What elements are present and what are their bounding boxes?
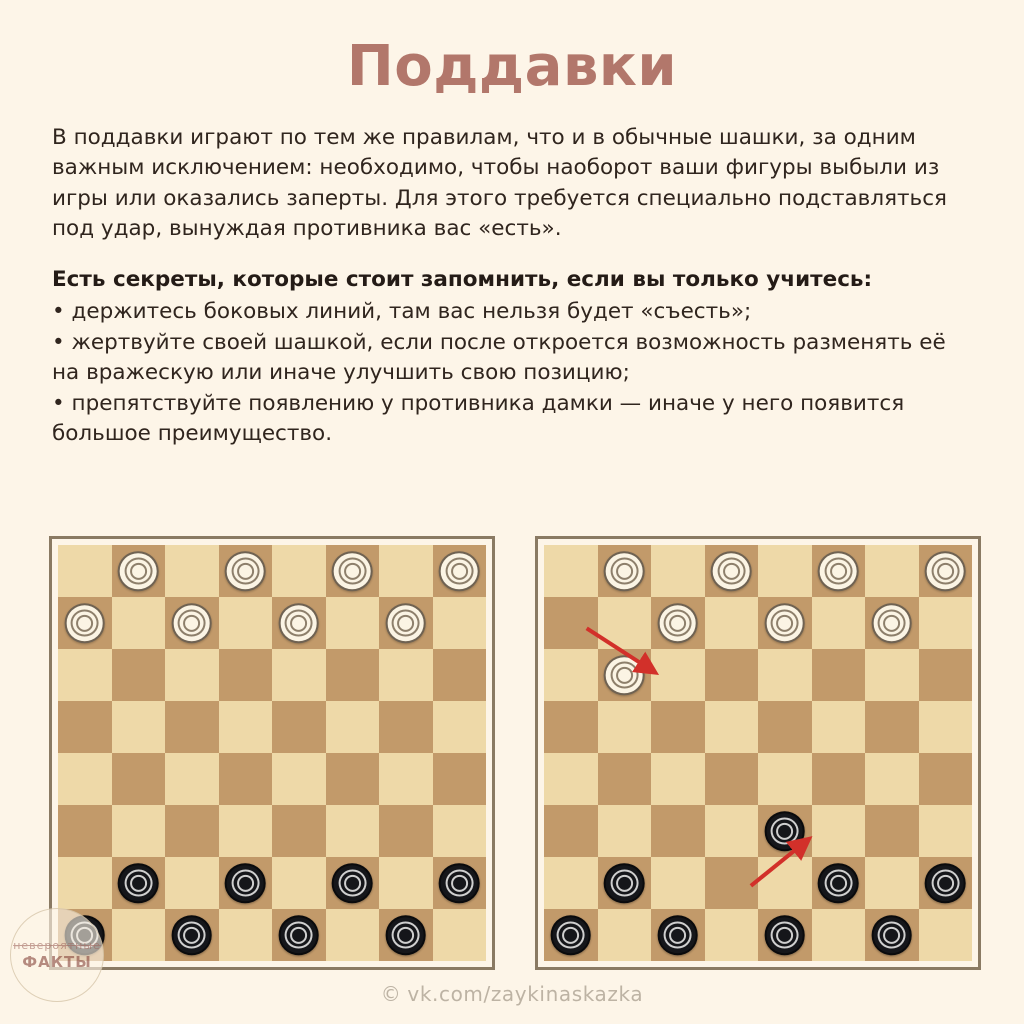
- checkers-board-left: [49, 536, 495, 970]
- black-checker-piece[interactable]: [604, 863, 645, 903]
- board-square[interactable]: [865, 753, 919, 805]
- board-square[interactable]: [326, 597, 380, 649]
- black-checker-piece[interactable]: [871, 915, 912, 955]
- board-square[interactable]: [433, 545, 487, 597]
- board-square[interactable]: [705, 649, 759, 701]
- board-square[interactable]: [58, 545, 112, 597]
- page-title: Поддавки: [346, 34, 678, 99]
- black-checker-piece[interactable]: [764, 811, 805, 851]
- board-square[interactable]: [379, 805, 433, 857]
- board-square[interactable]: [812, 597, 866, 649]
- board-square[interactable]: [433, 857, 487, 909]
- board-square[interactable]: [58, 857, 112, 909]
- board-square[interactable]: [58, 753, 112, 805]
- board-square[interactable]: [326, 753, 380, 805]
- board-square[interactable]: [112, 857, 166, 909]
- board-square[interactable]: [165, 857, 219, 909]
- board-square[interactable]: [544, 857, 598, 909]
- board-square[interactable]: [651, 909, 705, 961]
- board-square[interactable]: [433, 597, 487, 649]
- board-square[interactable]: [544, 649, 598, 701]
- board-square[interactable]: [812, 909, 866, 961]
- board-square[interactable]: [112, 701, 166, 753]
- board-square[interactable]: [919, 909, 973, 961]
- footer-source: [0, 982, 1024, 1006]
- board-square[interactable]: [865, 649, 919, 701]
- board-square[interactable]: [379, 649, 433, 701]
- board-square[interactable]: [758, 597, 812, 649]
- board-square[interactable]: [433, 909, 487, 961]
- board-square[interactable]: [326, 649, 380, 701]
- board-square[interactable]: [112, 545, 166, 597]
- board-square[interactable]: [705, 545, 759, 597]
- board-square[interactable]: [919, 649, 973, 701]
- board-square[interactable]: [919, 857, 973, 909]
- board-square[interactable]: [272, 909, 326, 961]
- board-square[interactable]: [919, 805, 973, 857]
- white-checker-piece[interactable]: [925, 551, 966, 591]
- board-square[interactable]: [919, 597, 973, 649]
- white-checker-piece[interactable]: [171, 603, 212, 643]
- source-url: vk.com/zaykinaskazka: [407, 982, 644, 1006]
- white-checker-piece[interactable]: [657, 603, 698, 643]
- board-square[interactable]: [433, 753, 487, 805]
- board-square[interactable]: [165, 545, 219, 597]
- white-checker-piece[interactable]: [604, 551, 645, 591]
- white-checker-piece[interactable]: [764, 603, 805, 643]
- board-square[interactable]: [219, 805, 273, 857]
- black-checker-piece[interactable]: [764, 915, 805, 955]
- board-square[interactable]: [919, 545, 973, 597]
- board-square[interactable]: [865, 857, 919, 909]
- board-square[interactable]: [219, 545, 273, 597]
- board-square[interactable]: [598, 597, 652, 649]
- board-square[interactable]: [272, 597, 326, 649]
- board-square[interactable]: [544, 597, 598, 649]
- list-item: • держитесь боковых линий, там вас нельзя будет «съесть»;: [52, 299, 752, 325]
- board-square[interactable]: [758, 909, 812, 961]
- board-square[interactable]: [326, 857, 380, 909]
- board-square[interactable]: [758, 805, 812, 857]
- black-checker-piece[interactable]: [118, 863, 159, 903]
- board-square[interactable]: [326, 805, 380, 857]
- board-square[interactable]: [219, 909, 273, 961]
- board-square[interactable]: [705, 805, 759, 857]
- watermark-line1: невероятные: [13, 938, 101, 952]
- board-square[interactable]: [165, 701, 219, 753]
- board-square[interactable]: [598, 649, 652, 701]
- black-checker-piece[interactable]: [818, 863, 859, 903]
- board-square[interactable]: [598, 857, 652, 909]
- board-square[interactable]: [112, 753, 166, 805]
- board-square[interactable]: [272, 805, 326, 857]
- board-square[interactable]: [219, 597, 273, 649]
- checkers-board-right: [535, 536, 981, 970]
- white-checker-piece[interactable]: [439, 551, 480, 591]
- black-checker-piece[interactable]: [385, 915, 426, 955]
- board-square[interactable]: [651, 857, 705, 909]
- board-square[interactable]: [272, 649, 326, 701]
- board-square[interactable]: [705, 701, 759, 753]
- board-square[interactable]: [651, 701, 705, 753]
- list-item: • препятствуйте появлению у противника дамки — иначе у него появится большое преимущество.: [52, 390, 905, 447]
- board-square[interactable]: [544, 545, 598, 597]
- board-square[interactable]: [165, 597, 219, 649]
- white-checker-piece[interactable]: [332, 551, 373, 591]
- board-square[interactable]: [112, 649, 166, 701]
- board-square[interactable]: [651, 649, 705, 701]
- board-square[interactable]: [598, 753, 652, 805]
- board-square[interactable]: [58, 597, 112, 649]
- boards-area: [0, 530, 1024, 970]
- board-square[interactable]: [379, 545, 433, 597]
- board-square[interactable]: [705, 597, 759, 649]
- board-square[interactable]: [705, 857, 759, 909]
- board-square[interactable]: [598, 701, 652, 753]
- board-square[interactable]: [58, 805, 112, 857]
- board-square[interactable]: [812, 701, 866, 753]
- board-square[interactable]: [812, 857, 866, 909]
- board-square[interactable]: [112, 909, 166, 961]
- board-square[interactable]: [919, 753, 973, 805]
- board-square[interactable]: [58, 701, 112, 753]
- board-square[interactable]: [812, 649, 866, 701]
- white-checker-piece[interactable]: [818, 551, 859, 591]
- board-square[interactable]: [165, 753, 219, 805]
- list-item: • жертвуйте своей шашкой, если после откроется возможность разменять её на вражескую или иначе улучшить свою позицию;: [52, 329, 946, 386]
- board-square[interactable]: [865, 909, 919, 961]
- board-square[interactable]: [758, 857, 812, 909]
- black-checker-piece[interactable]: [332, 863, 373, 903]
- board-square[interactable]: [433, 805, 487, 857]
- board-square[interactable]: [379, 857, 433, 909]
- black-checker-piece[interactable]: [657, 915, 698, 955]
- board-square[interactable]: [219, 753, 273, 805]
- board-square[interactable]: [379, 753, 433, 805]
- black-checker-piece[interactable]: [225, 863, 266, 903]
- white-checker-piece[interactable]: [711, 551, 752, 591]
- white-checker-piece[interactable]: [278, 603, 319, 643]
- board-square[interactable]: [272, 701, 326, 753]
- board-square[interactable]: [165, 649, 219, 701]
- board-square[interactable]: [919, 701, 973, 753]
- board-square[interactable]: [651, 753, 705, 805]
- black-checker-piece[interactable]: [550, 915, 591, 955]
- board-square[interactable]: [544, 805, 598, 857]
- white-checker-piece[interactable]: [385, 603, 426, 643]
- copyright-symbol: ©: [380, 982, 402, 1006]
- board-square[interactable]: [272, 545, 326, 597]
- board-square[interactable]: [544, 753, 598, 805]
- tips-subheading: Есть секреты, которые стоит запомнить, если вы только учитесь:: [52, 266, 873, 292]
- board-square[interactable]: [651, 805, 705, 857]
- board-square[interactable]: [219, 649, 273, 701]
- board-square[interactable]: [705, 753, 759, 805]
- board-square[interactable]: [651, 545, 705, 597]
- board-square[interactable]: [219, 857, 273, 909]
- board-grid-left: [58, 545, 486, 961]
- board-square[interactable]: [865, 545, 919, 597]
- black-checker-piece[interactable]: [925, 863, 966, 903]
- board-square[interactable]: [272, 857, 326, 909]
- board-square[interactable]: [379, 597, 433, 649]
- board-square[interactable]: [758, 753, 812, 805]
- black-checker-piece[interactable]: [439, 863, 480, 903]
- intro-paragraph: В поддавки играют по тем же правилам, что и в обычные шашки, за одним важным исключением: необходимо, чтобы наоборот ваши фигуры выбыли из игры или оказались заперты. Для этого требуется специально подставляться под удар, вынуждая противника вас «есть».: [52, 124, 947, 242]
- white-checker-piece[interactable]: [118, 551, 159, 591]
- black-checker-piece[interactable]: [278, 915, 319, 955]
- board-square[interactable]: [326, 545, 380, 597]
- board-square[interactable]: [812, 805, 866, 857]
- board-square[interactable]: [112, 597, 166, 649]
- board-square[interactable]: [812, 545, 866, 597]
- board-grid-right: [544, 545, 972, 961]
- article-text: [52, 123, 972, 450]
- board-square[interactable]: [379, 701, 433, 753]
- board-square[interactable]: [326, 909, 380, 961]
- black-checker-piece[interactable]: [171, 915, 212, 955]
- board-square[interactable]: [433, 701, 487, 753]
- board-square[interactable]: [58, 649, 112, 701]
- board-square[interactable]: [758, 701, 812, 753]
- board-square[interactable]: [544, 701, 598, 753]
- board-square[interactable]: [433, 649, 487, 701]
- board-square[interactable]: [165, 909, 219, 961]
- board-square[interactable]: [379, 909, 433, 961]
- board-square[interactable]: [598, 545, 652, 597]
- board-square[interactable]: [865, 701, 919, 753]
- board-square[interactable]: [812, 753, 866, 805]
- watermark-line2: ФАКТЫ: [22, 952, 92, 971]
- board-square[interactable]: [651, 597, 705, 649]
- board-square[interactable]: [112, 805, 166, 857]
- white-checker-piece[interactable]: [871, 603, 912, 643]
- board-square[interactable]: [865, 597, 919, 649]
- board-square[interactable]: [598, 909, 652, 961]
- board-square[interactable]: [326, 701, 380, 753]
- board-square[interactable]: [758, 545, 812, 597]
- tips-list: [52, 297, 972, 450]
- white-checker-piece[interactable]: [64, 603, 105, 643]
- board-square[interactable]: [598, 805, 652, 857]
- board-square[interactable]: [272, 753, 326, 805]
- white-checker-piece[interactable]: [604, 655, 645, 695]
- board-square[interactable]: [865, 805, 919, 857]
- board-square[interactable]: [705, 909, 759, 961]
- board-square[interactable]: [758, 649, 812, 701]
- board-square[interactable]: [544, 909, 598, 961]
- white-checker-piece[interactable]: [225, 551, 266, 591]
- board-square[interactable]: [219, 701, 273, 753]
- board-square[interactable]: [165, 805, 219, 857]
